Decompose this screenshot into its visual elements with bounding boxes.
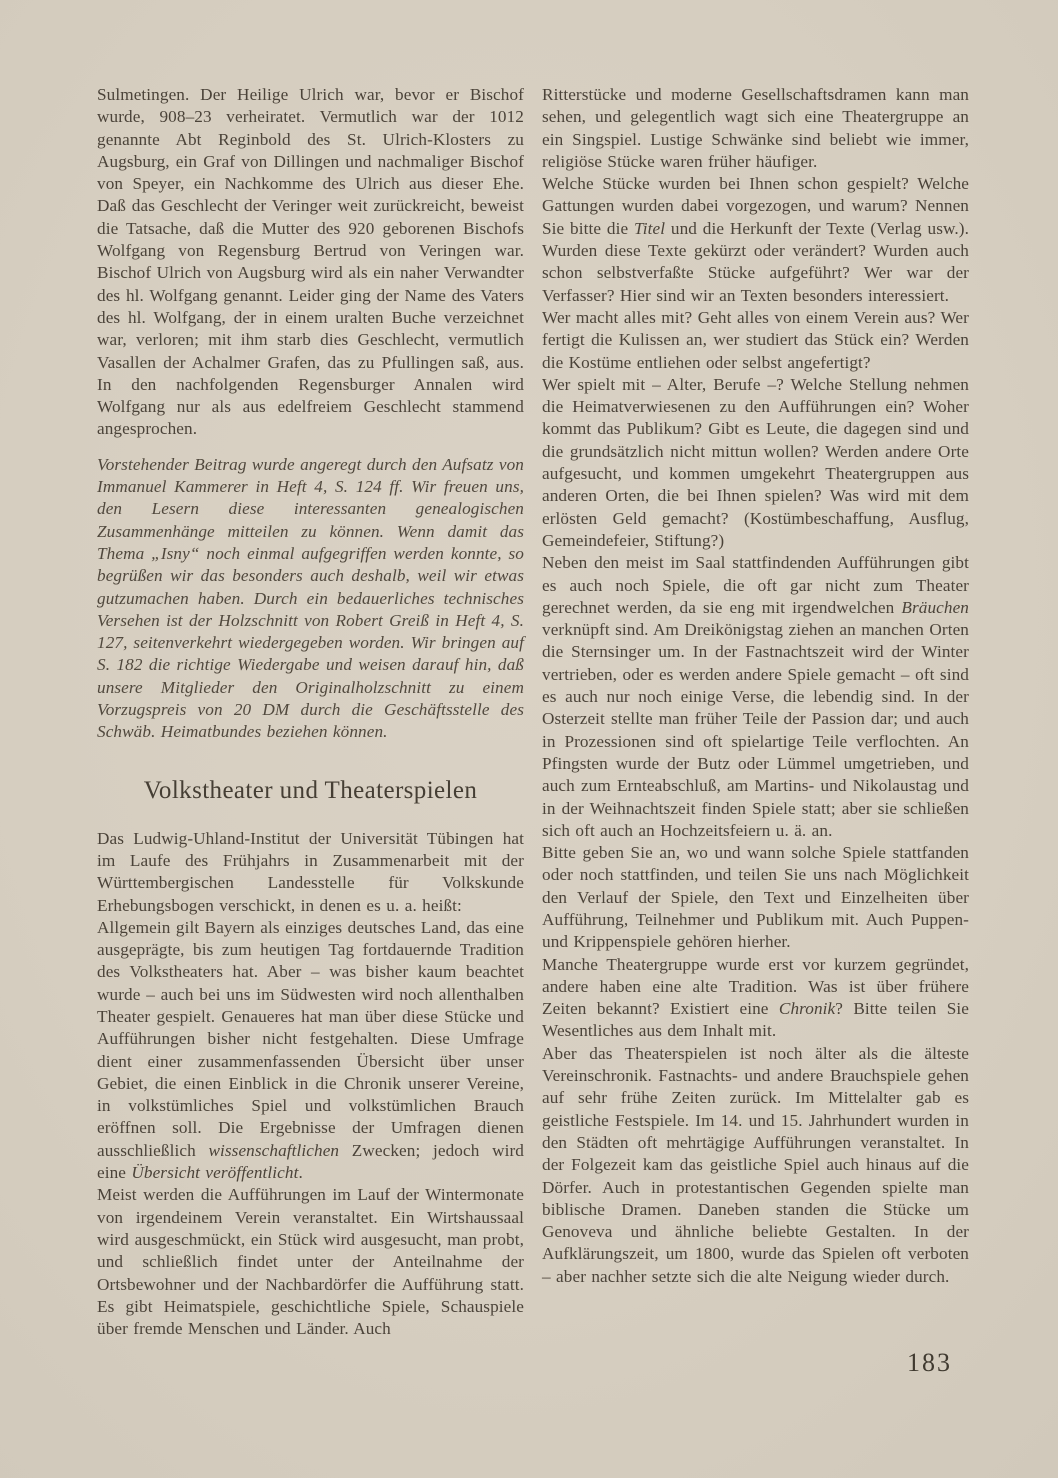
text-run: Volkstheater und Theaterspielen <box>143 776 478 804</box>
emphasized-text: Übersicht veröffentlicht <box>131 1163 299 1183</box>
emphasized-text: wissenschaftlichen <box>208 1140 340 1160</box>
text-run: Meist werden die Aufführungen im Lauf der Wintermonate von irgendeinem Verein veranstaltet. Ein Wirtshaussaal wird ausgeschmückt, ein Stück wird ausgesucht, man probt, und schließlich findet unter der Anteilnahme der Ortsbewohner und der Nachbardörfer die Aufführung statt. Es gibt Heimatspiele, geschichtliche Spiele, Schauspiele über fremde Menschen und Länder. Auch <box>97 1185 524 1339</box>
text-run: ? Bitte teilen Sie Wesentliches aus dem Inhalt mit. <box>542 999 969 1041</box>
section-heading <box>97 776 524 806</box>
right-column <box>542 84 969 1340</box>
emphasized-text: Bräuchen <box>901 597 969 617</box>
text-run: Das Ludwig-Uhland-Institut der Universität Tübingen hat im Laufe des Frühjahrs in Zusammenarbeit mit der Württembergischen Landesstelle für Volkskunde Erhebungsbogen verschickt, in denen es u. a. heißt: <box>97 828 524 915</box>
body-paragraph <box>542 842 969 953</box>
text-run: . <box>298 1163 303 1183</box>
emphasized-text: Chronik <box>778 999 836 1019</box>
body-paragraph <box>542 173 969 307</box>
body-paragraph <box>542 374 969 552</box>
text-run: Bitte geben Sie an, wo und wann solche Spiele stattfanden oder noch stattfinden, und teilen Sie uns nach Möglichkeit den Verlauf der Spiele, den Text und Einzelheiten über Aufführung, Teilnehmer und Publikum mit. Auch Puppen- und Krippenspiele gehören hierher. <box>542 843 969 952</box>
text-columns <box>97 84 969 1340</box>
text-run: Allgemein gilt Bayern als einziges deutsches Land, das eine ausgeprägte, bis zum heutigen Tag fortdauernde Tradition des Volkstheaters hat. Aber – was bisher kaum beachtet wurde – auch bei uns im Südwesten wird noch allenthalben Theater gespielt. Genaueres hat man über diese Stücke und Aufführungen bisher nicht festgehalten. Diese Umfrage dient einer zusammenfassenden Übersicht über unser Gebiet, die einen Einblick in die Chronik unserer Vereine, in volkstümliches Spiel und volkstümlichen Brauch eröffnen soll. Die Ergebnisse der Umfragen dienen ausschließlich <box>97 917 524 1160</box>
body-paragraph <box>542 954 969 1043</box>
editorial-note-paragraph <box>97 454 524 744</box>
body-paragraph <box>97 828 524 917</box>
text-run: Wer macht alles mit? Geht alles von einem Verein aus? Wer fertigt die Kulissen an, wer studiert das Stück ein? Werden die Kostüme entliehen oder selbst angefertigt? <box>542 307 969 372</box>
text-run: Sulmetingen. Der Heilige Ulrich war, bevor er Bischof wurde, 908–23 verheiratet. Vermutlich war der 1012 genannte Abt Reginbold des St. Ulrich-Klosters zu Augsburg, ein Graf von Dillingen und nachmaliger Bischof von Speyer, ein Nachkomme des Ulrich aus dieser Ehe. Daß das Geschlecht der Veringer weit zurückreicht, beweist die Tatsache, daß die Mutter des 920 geborenen Bischofs Wolfgang von Regensburg Bertrud von Veringen war. Bischof Ulrich von Augsburg wird als ein naher Verwandter des hl. Wolfgang genannt. Leider ging der Name des Vaters des hl. Wolfgang, der in einem uralten Buche verzeichnet war, verloren; mit ihm starb dies Geschlecht, vermutlich Vasallen der Achalmer Grafen, das zu Pfullingen saß, aus. In den nachfolgenden Regensburger Annalen wird Wolfgang nur als aus edelfreiem Geschlecht stammend angesprochen. <box>97 85 524 439</box>
body-paragraph <box>542 552 969 842</box>
text-run: Ritterstücke und moderne Gesellschaftsdramen kann man sehen, und gelegentlich wagt sich eine Theatergruppe an ein Singspiel. Lustige Schwänke sind beliebt wie immer, religiöse Stücke waren früher häufiger. <box>542 85 969 171</box>
text-run: Aber das Theaterspielen ist noch älter als die älteste Vereinschronik. Fastnachts- und andere Brauchspiele gehen auf sehr frühe Zeiten zurück. Im Mittelalter gab es geistliche Festspiele. Im 14. und 15. Jahrhundert wurden in den Städten oft mehrtägige Aufführungen veranstaltet. In der Folgezeit kam das geistliche Spiel auch hinaus auf die Dörfer. Auch in protestantischen Gegenden spielte man biblische Dramen. Daneben standen die Stücke um Genoveva und ähnliche beliebte Gestalten. In der Aufklärungszeit, um 1800, wurde das Spielen oft verboten – aber nachher setzte sich die alte Neigung wieder durch. <box>542 1043 969 1286</box>
text-run: verknüpft sind. Am Dreikönigstag ziehen an manchen Orten die Sternsinger um. In der Fastnachtszeit wird der Winter vertrieben, oder es werden andere Spiele gemacht – oft sind es auch nur noch einige Verse, die lebendig sind. In der Osterzeit stellte man früher Teile der Passion dar; und auch in Prozessionen sind oft spielartige Teile verflochten. An Pfingsten wurde der Butz oder Lümmel umgetrieben, und auch zum Ernteabschluß, am Martins- und Nikolaustag und in der Weihnachtszeit finden Spiele statt; aber sie schließen sich oft auch an Hochzeitsfeiern u. ä. an. <box>542 620 969 840</box>
body-paragraph <box>97 917 524 1185</box>
text-run: Neben den meist im Saal stattfindenden Aufführungen gibt es auch noch Spiele, die oft gar nicht zum Theater gerechnet werden, da sie eng mit irgendwelchen <box>542 553 969 617</box>
text-run: Zwecken; jedoch wird eine <box>97 1140 524 1183</box>
page-number: 183 <box>907 1348 952 1377</box>
text-run: Manche Theatergruppe wurde erst vor kurzem gegründet, andere haben eine alte Tradition. Was ist über frühere Zeiten bekannt? Existiert eine <box>542 954 969 1019</box>
text-run: Vorstehender Beitrag wurde angeregt durch den Aufsatz von Immanuel Kammerer in Heft 4, S. 124 ff. Wir freuen uns, den Lesern diese interessanten genealogischen Zusammenhänge mitteilen zu können. Wenn damit das Thema „Isny“ noch einmal aufgegriffen werden konnte, so begrüßen wir das besonders auch deshalb, weil wir etwas gutzumachen haben. Durch ein bedauerliches technisches Versehen ist der Holzschnitt von Robert Greiß in Heft 4, S. 127, seitenverkehrt wiedergegeben worden. Wir bringen auf S. 182 die richtige Wiedergabe und weisen darauf hin, daß unsere Mitglieder den Originalholzschnitt zu einem Vorzugspreis von 20 DM durch die Geschäftsstelle des Schwäb. Heimatbundes beziehen können. <box>97 454 524 742</box>
emphasized-text: Titel <box>634 218 666 238</box>
text-run: Welche Stücke wurden bei Ihnen schon gespielt? Welche Gattungen wurden dabei vorgezogen, und warum? Nennen Sie bitte die <box>542 174 969 238</box>
body-paragraph <box>542 84 969 173</box>
body-paragraph <box>542 1043 969 1288</box>
body-paragraph <box>542 307 969 374</box>
left-column <box>97 84 524 1340</box>
body-paragraph <box>97 84 524 441</box>
body-paragraph <box>97 1184 524 1340</box>
text-run: und die Herkunft der Texte (Verlag usw.). Wurden diese Texte gekürzt oder verändert? Wurden auch schon selbstverfaßte Stücke aufgeführt? Wer war der Verfasser? Hier sind wir an Texten besonders interessiert. <box>542 218 969 305</box>
text-run: Wer spielt mit – Alter, Berufe –? Welche Stellung nehmen die Heimatverwiesenen zu den Aufführungen ein? Woher kommt das Publikum? Gibt es Leute, die dagegen sind und die grundsätzlich nicht mittun wollen? Werden andere Orte aufgesucht, und kommen umgekehrt Theatergruppen aus anderen Orten, die bei Ihnen spielen? Was wird mit dem erlösten Geld gemacht? (Kostümbeschaffung, Ausflug, Gemeindefeier, Stiftung?) <box>542 374 969 550</box>
